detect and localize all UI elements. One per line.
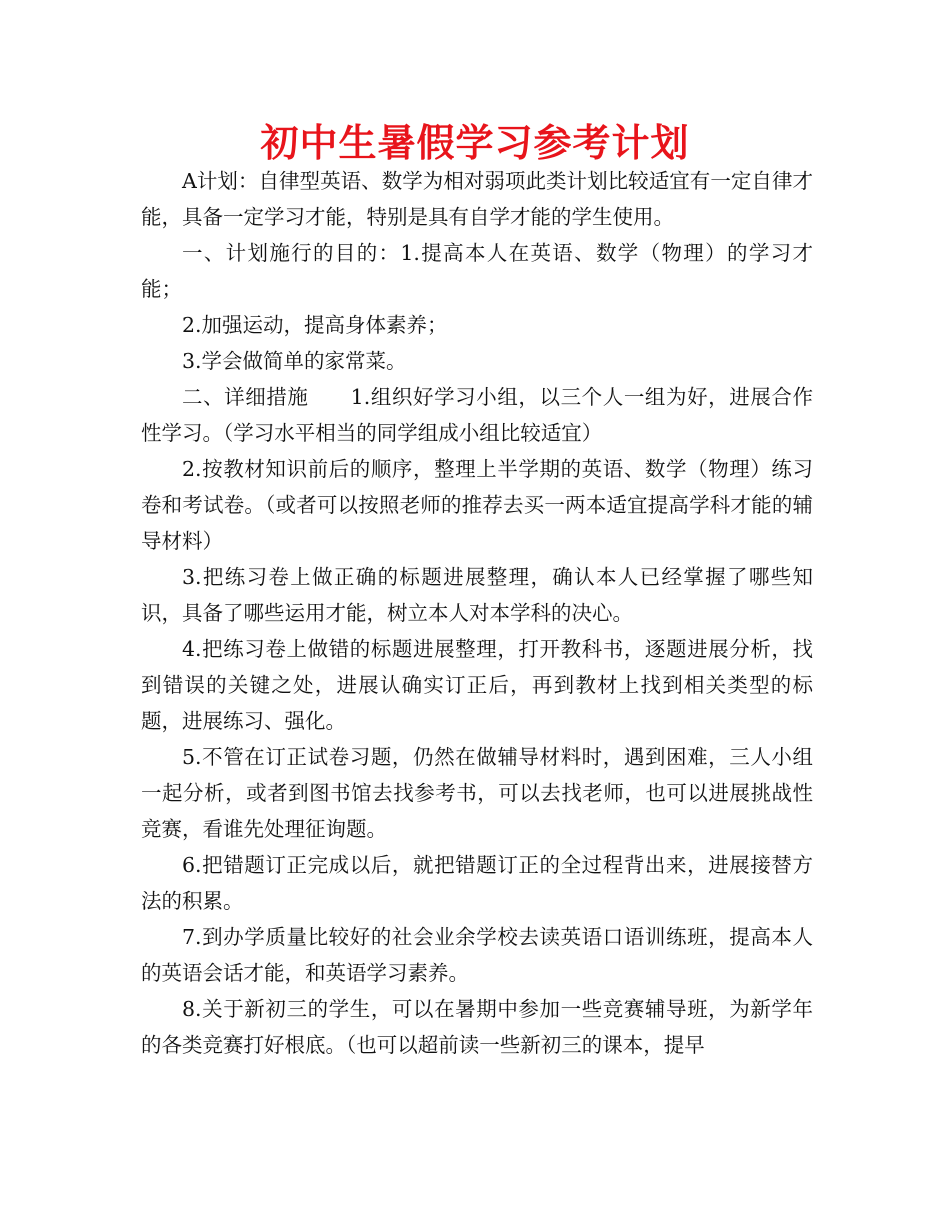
page-title: 初中生暑假学习参考计划 — [260, 121, 690, 165]
paragraph-measures-1: 二、详细措施 1.组织好学习小组，以三个人一组为好，进展合作性学习。（学习水平相当的同学组成小组比较适宜） — [141, 385, 813, 445]
document-body — [141, 163, 813, 1063]
paragraph-goals: 一、计划施行的目的：1.提高本人在英语、数学（物理）的学习才能； — [141, 241, 813, 301]
paragraph-goal-3: 3.学会做简单的家常菜。 — [182, 349, 407, 373]
paragraph-measure-3: 3.把练习卷上做正确的标题进展整理，确认本人已经掌握了哪些知识，具备了哪些运用才能，树立本人对本学科的决心。 — [141, 565, 813, 625]
paragraph-measure-2: 2.按教材知识前后的顺序，整理上半学期的英语、数学（物理）练习卷和考试卷。（或者可以按照老师的推荐去买一两本适宜提高学科才能的辅导材料） — [141, 457, 813, 553]
paragraph-goal-2: 2.加强运动，提高身体素养； — [182, 313, 448, 337]
paragraph-measure-5: 5.不管在订正试卷习题，仍然在做辅导材料时，遇到困难，三人小组一起分析，或者到图书馆去找参考书，可以去找老师，也可以进展挑战性竞赛，看谁先处理征询题。 — [141, 745, 813, 841]
paragraph-measure-8: 8.关于新初三的学生，可以在暑期中参加一些竞赛辅导班，为新学年的各类竞赛打好根底。（也可以超前读一些新初三的课本，提早 — [141, 997, 813, 1057]
paragraph-measure-4: 4.把练习卷上做错的标题进展整理，打开教科书，逐题进展分析，找到错误的关键之处，进展认确实订正后，再到教材上找到相关类型的标题，进展练习、强化。 — [141, 637, 813, 733]
paragraph-measure-6: 6.把错题订正完成以后，就把错题订正的全过程背出来，进展接替方法的积累。 — [141, 853, 813, 913]
paragraph-measure-7: 7.到办学质量比较好的社会业余学校去读英语口语训练班，提高本人的英语会话才能，和英语学习素养。 — [141, 925, 813, 985]
paragraph-plan-a: A计划：自律型英语、数学为相对弱项此类计划比较适宜有一定自律才能，具备一定学习才能，特别是具有自学才能的学生使用。 — [141, 169, 813, 229]
